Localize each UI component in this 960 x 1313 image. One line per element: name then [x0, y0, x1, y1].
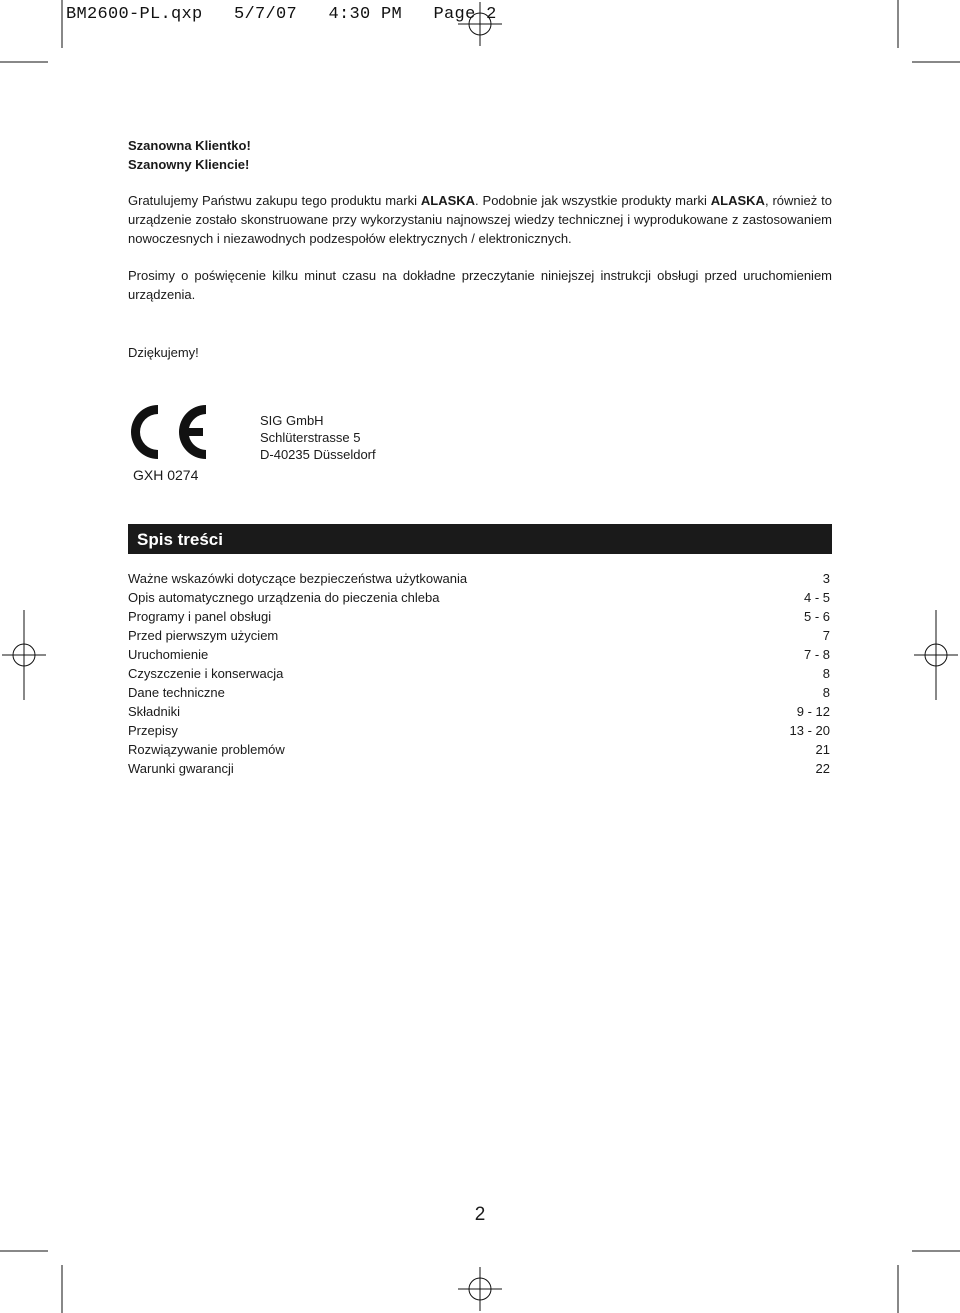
toc-entry-label: Uruchomienie: [128, 647, 209, 662]
toc-header-bar: [128, 524, 832, 554]
greeting-line-female: Szanowna Klientko!: [128, 138, 251, 153]
request-paragraph: Prosimy o poświęcenie kilku minut czasu na dokładne przeczytanie niniejszej instrukcji obsługi przed uruchomieniem urządzenia.: [128, 268, 832, 302]
greeting: [128, 136, 251, 174]
toc-entry-label: Rozwiązywanie problemów: [128, 742, 285, 757]
toc-entry-page: 8: [822, 685, 830, 700]
certification-code: GXH 0274: [133, 467, 199, 483]
manufacturer-address: [260, 412, 376, 463]
page-number: 2: [474, 1204, 486, 1225]
toc-entry-label: Ważne wskazówki dotyczące bezpieczeństwa użytkowania: [128, 571, 468, 586]
brand-name: ALASKA: [420, 193, 476, 208]
ce-mark-logo: [128, 402, 208, 462]
toc-entry: [128, 588, 832, 607]
toc-title: Spis treści: [137, 530, 223, 549]
toc-entry-page: 9 - 12: [796, 704, 830, 719]
brand-name: ALASKA: [710, 193, 765, 208]
intro-text-2: . Podobnie jak wszystkie produkty marki: [475, 193, 711, 208]
toc-entry-label: Składniki: [128, 704, 181, 719]
toc-entry: [128, 664, 832, 683]
toc-entry-label: Warunki gwarancji: [128, 761, 234, 776]
print-slug-line: BM2600-PL.qxp 5/7/07 4:30 PM Page 2: [66, 5, 497, 24]
toc-entry-page: 21: [815, 742, 830, 757]
city-address: D-40235 Düsseldorf: [260, 447, 376, 462]
toc-entry-label: Opis automatycznego urządzenia do pieczenia chleba: [128, 590, 440, 605]
toc-entry-page: 4 - 5: [803, 590, 830, 605]
toc-entry: [128, 740, 832, 759]
toc-entry-page: 3: [822, 571, 830, 586]
toc-entry: [128, 759, 832, 778]
greeting-line-male: Szanowny Kliencie!: [128, 157, 250, 172]
toc-entry-label: Dane techniczne: [128, 685, 225, 700]
street-address: Schlüterstrasse 5: [260, 430, 361, 445]
table-of-contents: [128, 569, 832, 778]
intro-text-3: , również to urządzenie zostało skonstruowane przy wykorzystaniu najnowszej wiedzy technicznej i wyprodukowane z zastosowaniem nowoczesnych i niezawodnych podzespołów elektrycznych / elektronicznych.: [128, 193, 832, 246]
toc-entry-page: 5 - 6: [803, 609, 830, 624]
toc-entry-page: 8: [822, 666, 830, 681]
company-name: SIG GmbH: [260, 413, 324, 428]
toc-entry: [128, 645, 832, 664]
toc-entry-label: Programy i panel obsługi: [128, 609, 272, 624]
toc-entry: [128, 683, 832, 702]
toc-entry-label: Przepisy: [128, 723, 178, 738]
toc-entry: [128, 569, 832, 588]
toc-entry-page: 7: [822, 628, 830, 643]
toc-entry-label: Przed pierwszym użyciem: [128, 628, 279, 643]
toc-entry-page: 7 - 8: [803, 647, 830, 662]
toc-entry: [128, 721, 832, 740]
intro-paragraph: [128, 191, 832, 248]
thanks-text: Dziękujemy!: [128, 345, 199, 360]
toc-entry: [128, 607, 832, 626]
toc-entry-page: 13 - 20: [789, 723, 830, 738]
intro-text-1: Gratulujemy Państwu zakupu tego produktu marki: [128, 193, 421, 208]
toc-entry-label: Czyszczenie i konserwacja: [128, 666, 284, 681]
toc-entry-page: 22: [815, 761, 830, 776]
toc-entry: [128, 702, 832, 721]
toc-entry: [128, 626, 832, 645]
